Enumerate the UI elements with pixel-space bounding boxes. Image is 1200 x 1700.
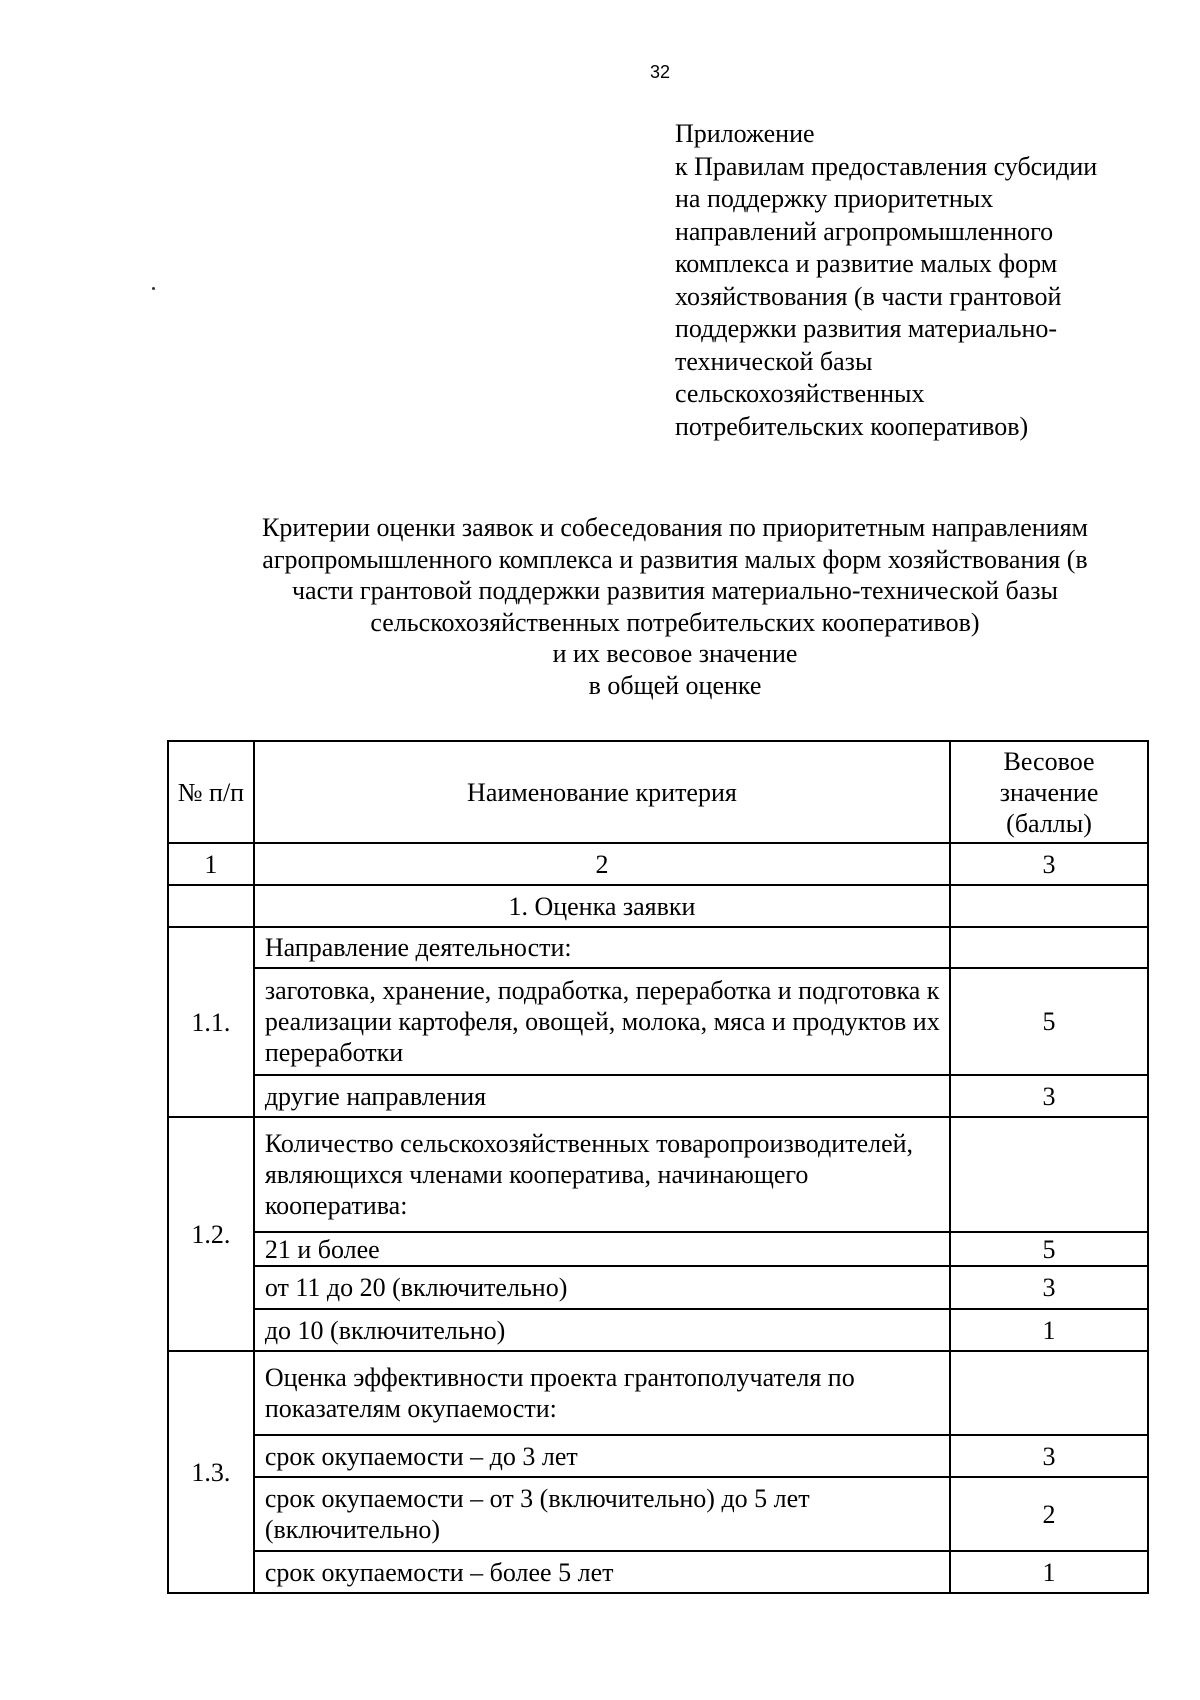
table-row xyxy=(168,1266,1148,1309)
column-number-row xyxy=(168,843,1148,885)
criterion-value: 2 xyxy=(950,1477,1148,1551)
appendix-line: хозяйствования (в части грантовой xyxy=(675,281,1062,311)
appendix-line: поддержки развития материально- xyxy=(675,314,1058,343)
appendix-line: к Правилам предоставления субсидии xyxy=(675,151,1098,181)
section-title: 1. Оценка заявки xyxy=(254,885,950,927)
criteria-table xyxy=(167,740,1149,1594)
header-value: Весовое значение (баллы) xyxy=(950,741,1148,843)
criterion-text: Количество сельскохозяйственных товаропроизводителей, являющихся членами кооператива, начинающего кооператива: xyxy=(254,1117,950,1232)
criterion-value: 1 xyxy=(950,1551,1148,1593)
appendix-line: Приложение xyxy=(675,119,815,148)
table-row xyxy=(168,1477,1148,1551)
header-num: № п/п xyxy=(168,741,254,843)
appendix-line: потребительских кооперативов) xyxy=(675,411,1029,441)
criterion-text: другие направления xyxy=(254,1075,950,1117)
title-line: части грантовой поддержки развития материально-технической базы xyxy=(291,576,1059,605)
criterion-value xyxy=(950,1351,1148,1435)
appendix-line: направлений агропромышленного xyxy=(675,216,1054,246)
col-number-1: 1 xyxy=(168,843,254,885)
header-row xyxy=(168,741,1148,843)
appendix-line: сельскохозяйственных xyxy=(675,379,925,408)
group-number: 1.3. xyxy=(168,1351,254,1593)
section-value-empty xyxy=(950,885,1148,927)
table-row xyxy=(168,1075,1148,1117)
criterion-value xyxy=(950,927,1148,968)
criterion-text: 21 и более xyxy=(254,1232,950,1266)
criterion-text: срок окупаемости – до 3 лет xyxy=(254,1435,950,1477)
table-row xyxy=(168,1309,1148,1351)
table-row xyxy=(168,1551,1148,1593)
document-title xyxy=(150,512,1200,701)
group-number: 1.2. xyxy=(168,1117,254,1351)
title-line: и их весовое значение xyxy=(552,639,798,668)
table-row xyxy=(168,927,1148,968)
title-line: агропромышленного комплекса и развития малых форм хозяйствования (в xyxy=(262,544,1088,574)
table-row xyxy=(168,1232,1148,1266)
title-line: в общей оценке xyxy=(588,670,762,700)
table-row xyxy=(168,1435,1148,1477)
section-row xyxy=(168,885,1148,927)
criterion-value: 1 xyxy=(950,1309,1148,1351)
criterion-value: 5 xyxy=(950,1232,1148,1266)
scan-speck xyxy=(152,287,155,290)
criterion-text: заготовка, хранение, подработка, переработка и подготовка к реализации картофеля, овощей, молока, мяса и продуктов их переработки xyxy=(254,968,950,1075)
table-row xyxy=(168,1351,1148,1435)
criterion-value: 3 xyxy=(950,1075,1148,1117)
appendix-line: на поддержку приоритетных xyxy=(675,184,994,213)
criterion-value: 3 xyxy=(950,1266,1148,1309)
criterion-text: Оценка эффективности проекта грантополучателя по показателям окупаемости: xyxy=(254,1351,950,1435)
header-name: Наименование критерия xyxy=(254,741,950,843)
group-number: 1.1. xyxy=(168,927,254,1117)
appendix-line: комплекса и развитие малых форм xyxy=(675,249,1058,278)
appendix-header xyxy=(675,118,1155,443)
appendix-line: технической базы xyxy=(675,346,873,376)
criterion-text: срок окупаемости – более 5 лет xyxy=(254,1551,950,1593)
title-line: Критерии оценки заявок и собеседования по приоритетным направлениям xyxy=(262,513,1088,542)
criterion-text: Направление деятельности: xyxy=(254,927,950,968)
criterion-text: до 10 (включительно) xyxy=(254,1309,950,1351)
criterion-value: 5 xyxy=(950,968,1148,1075)
table-row xyxy=(168,968,1148,1075)
table-row xyxy=(168,1117,1148,1232)
criterion-text: срок окупаемости – от 3 (включительно) до 5 лет (включительно) xyxy=(254,1477,950,1551)
criterion-text: от 11 до 20 (включительно) xyxy=(254,1266,950,1309)
section-num-empty xyxy=(168,885,254,927)
col-number-3: 3 xyxy=(950,843,1148,885)
col-number-2: 2 xyxy=(254,843,950,885)
title-line: сельскохозяйственных потребительских кооперативов) xyxy=(370,607,980,637)
criterion-value: 3 xyxy=(950,1435,1148,1477)
criterion-value xyxy=(950,1117,1148,1232)
page-number: 32 xyxy=(649,62,671,82)
